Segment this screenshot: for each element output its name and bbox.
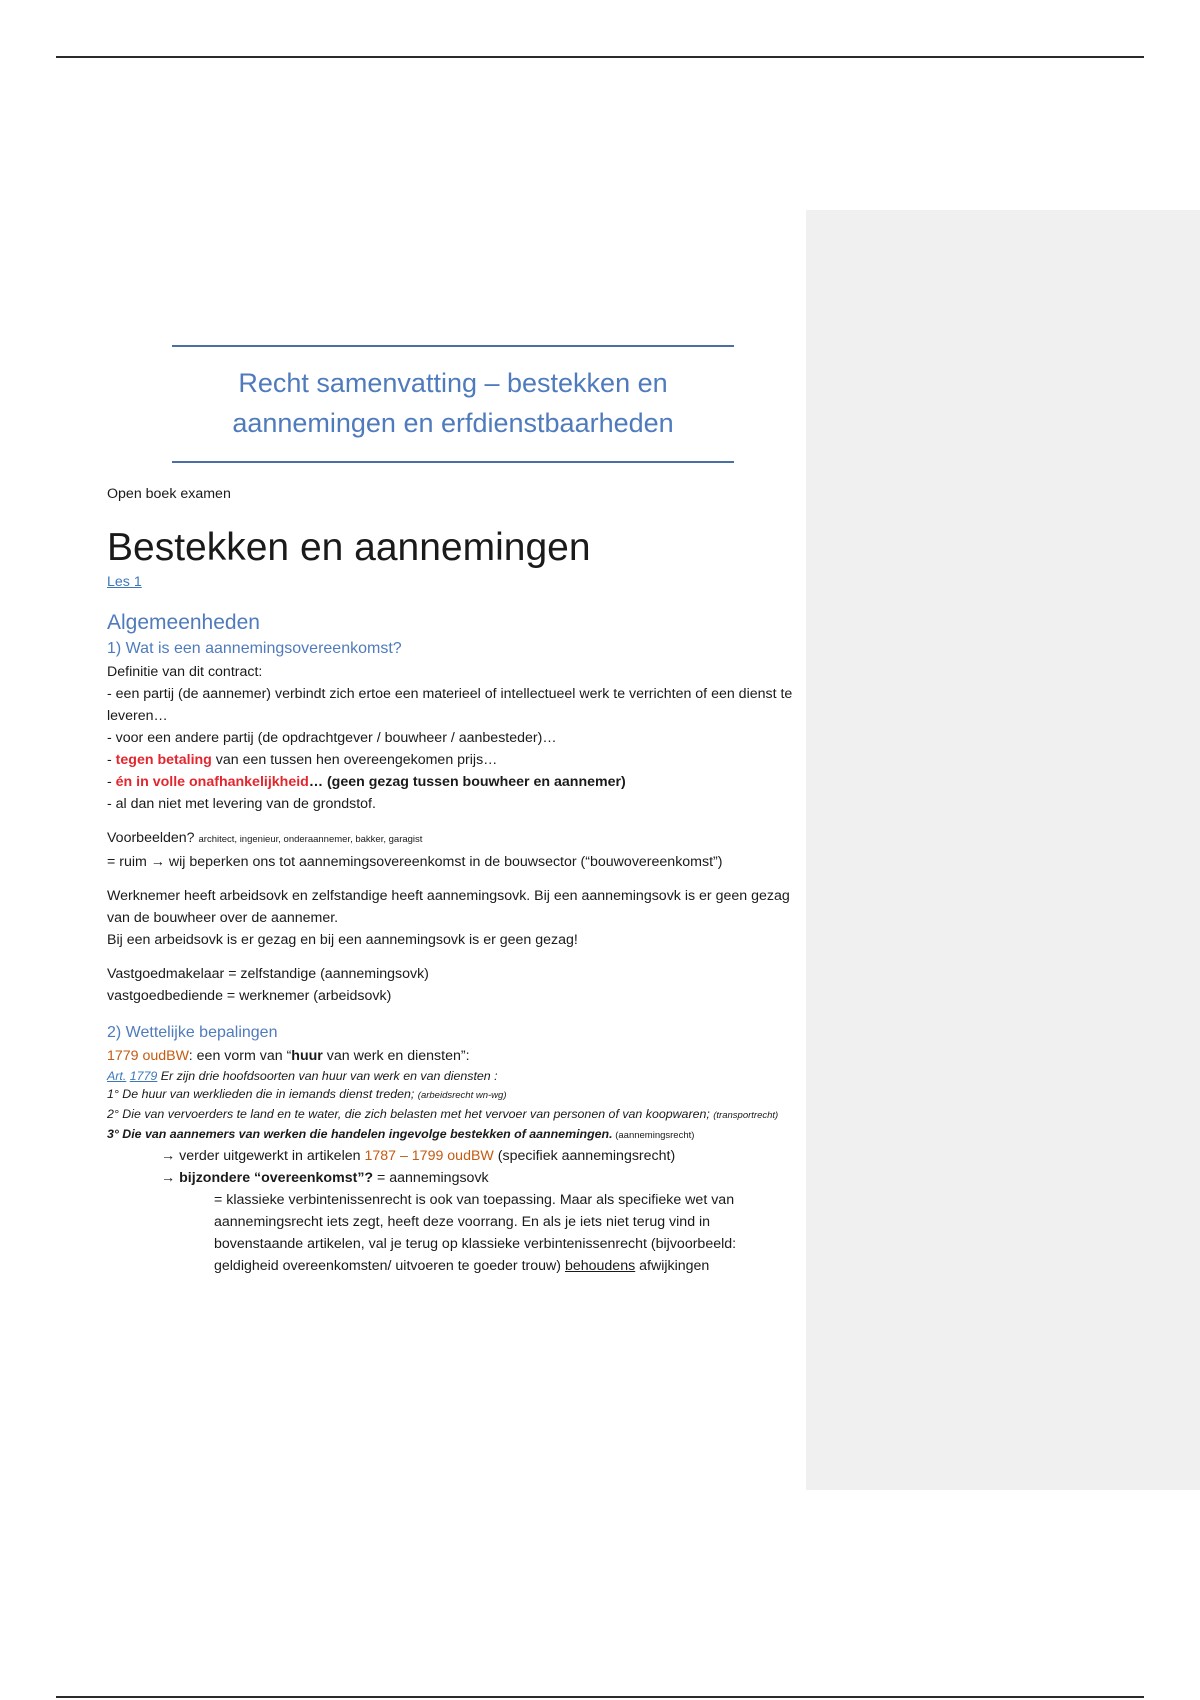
- explanation-paragraph: [107, 1189, 797, 1277]
- arrow2-text-b: = aannemingsovk: [373, 1170, 489, 1186]
- definition-label: Definitie van dit contract:: [107, 664, 263, 680]
- kind1-note: (arbeidsrecht wn-wg): [417, 1090, 507, 1101]
- header-rule: [56, 56, 1144, 58]
- paragraph-authority-2: Bij een arbeidsovk is er gezag en bij een aannemingsovk is er geen gezag!: [107, 932, 578, 948]
- title-block: [172, 345, 734, 463]
- kind2-note: (transportrecht): [713, 1110, 779, 1121]
- definition-item-5: - al dan niet met levering van de grondstof.: [107, 796, 376, 812]
- title-line-2: aannemingen en erfdienstbaarheden: [232, 408, 674, 438]
- item4-prefix: -: [107, 774, 116, 790]
- law-line: [107, 1045, 797, 1067]
- definition-item-2: - voor een andere partij (de opdrachtgever / bouwheer / aanbesteder)…: [107, 730, 557, 746]
- explanation-underlined: behoudens: [564, 1258, 636, 1274]
- kind-1: [107, 1085, 797, 1105]
- kind3-text: 3° Die van aannemers van werken die handelen ingevolge bestekken of aannemingen.: [107, 1127, 613, 1141]
- comment-panel: [806, 210, 1200, 1490]
- arrow1-reference: 1787 – 1799 oudBW: [364, 1148, 494, 1164]
- title-line-1: Recht samenvatting – bestekken en: [238, 368, 668, 398]
- arrow-line-2: [107, 1167, 797, 1189]
- heading-1: Bestekken en aannemingen: [107, 526, 591, 569]
- item4-rest: … (geen gezag tussen bouwheer en aannemer): [308, 774, 626, 790]
- examples-line: [107, 827, 797, 851]
- document-body: [107, 483, 797, 1277]
- law-text-a: : een vorm van “: [188, 1048, 292, 1064]
- title-rule-bottom: [172, 461, 734, 463]
- examples-list: architect, ingenieur, onderaannemer, bakker, garagist: [198, 834, 423, 845]
- definition-item-4: [107, 771, 797, 793]
- lesson-link[interactable]: Les 1: [107, 574, 142, 590]
- item4-emphasis: én in volle onafhankelijkheid: [115, 774, 309, 790]
- explanation-text-a: = klassieke verbintenissenrecht is ook van toepassing. Maar als specifieke wet van aannemingsrecht iets zegt, heeft deze voorrang. En als je iets niet terug vind in bovenstaande artikelen, val je terug op klassieke verbintenissenrecht (bijvoorbeeld: geldigheid overeenkomsten/ uitvoeren te goeder trouw): [214, 1192, 737, 1274]
- heading-q2: 2) Wettelijke bepalingen: [107, 1024, 278, 1041]
- paragraph-bediende: vastgoedbediende = werknemer (arbeidsovk): [107, 988, 392, 1004]
- definition-item-1: - een partij (de aannemer) verbindt zich ertoe een materieel of intellectueel werk te verrichten of een dienst te leveren…: [107, 686, 793, 724]
- arrow-line-1: [107, 1145, 797, 1167]
- scope-line: = ruim → wij beperken ons tot aannemingsovereenkomst in de bouwsector (“bouwovereenkomst”): [107, 854, 723, 870]
- item3-prefix: -: [107, 752, 116, 768]
- arrow2-text-a: →: [161, 1170, 180, 1186]
- intro-text: Open boek examen: [107, 486, 231, 502]
- law-bold: huur: [291, 1048, 323, 1064]
- kind-3: [107, 1125, 797, 1145]
- item3-rest: van een tussen hen overeengekomen prijs…: [211, 752, 498, 768]
- paragraph-authority: Werknemer heeft arbeidsovk en zelfstandige heeft aannemingsovk. Bij een aannemingsovk is er geen gezag van de bouwheer over de aannemer.: [107, 888, 790, 926]
- explanation-text-b: afwijkingen: [635, 1258, 710, 1274]
- document-title: [172, 347, 734, 461]
- heading-algemeenheden: Algemeenheden: [107, 611, 260, 634]
- item3-emphasis: tegen betaling: [115, 752, 212, 768]
- article-link-a[interactable]: Art.: [107, 1069, 127, 1083]
- kind2-text: 2° Die van vervoerders te land en te water, die zich belasten met het vervoer van personen of van koopwaren;: [107, 1107, 714, 1121]
- article-link-b[interactable]: 1779: [129, 1069, 158, 1083]
- arrow1-text-b: (specifiek aannemingsrecht): [493, 1148, 676, 1164]
- examples-label: Voorbeelden?: [107, 830, 199, 846]
- kind3-note: (aannemingsrecht): [612, 1130, 695, 1141]
- definition-item-3: [107, 749, 797, 771]
- arrow2-bold: bijzondere “overeenkomst”?: [179, 1170, 374, 1186]
- law-reference: 1779 oudBW: [107, 1048, 189, 1064]
- heading-q1: 1) Wat is een aannemingsovereenkomst?: [107, 640, 402, 657]
- footer-rule: [56, 1696, 1144, 1698]
- article-text: Er zijn drie hoofdsoorten van huur van werk en van diensten :: [157, 1069, 498, 1083]
- paragraph-makelaar: Vastgoedmakelaar = zelfstandige (aannemingsovk): [107, 966, 429, 982]
- arrow1-text-a: → verder uitgewerkt in artikelen: [161, 1148, 365, 1164]
- law-text-b: van werk en diensten”:: [322, 1048, 470, 1064]
- kind-2: [107, 1105, 797, 1125]
- kind1-text: 1° De huur van werklieden die in iemands dienst treden;: [107, 1087, 418, 1101]
- article-line: [107, 1067, 797, 1085]
